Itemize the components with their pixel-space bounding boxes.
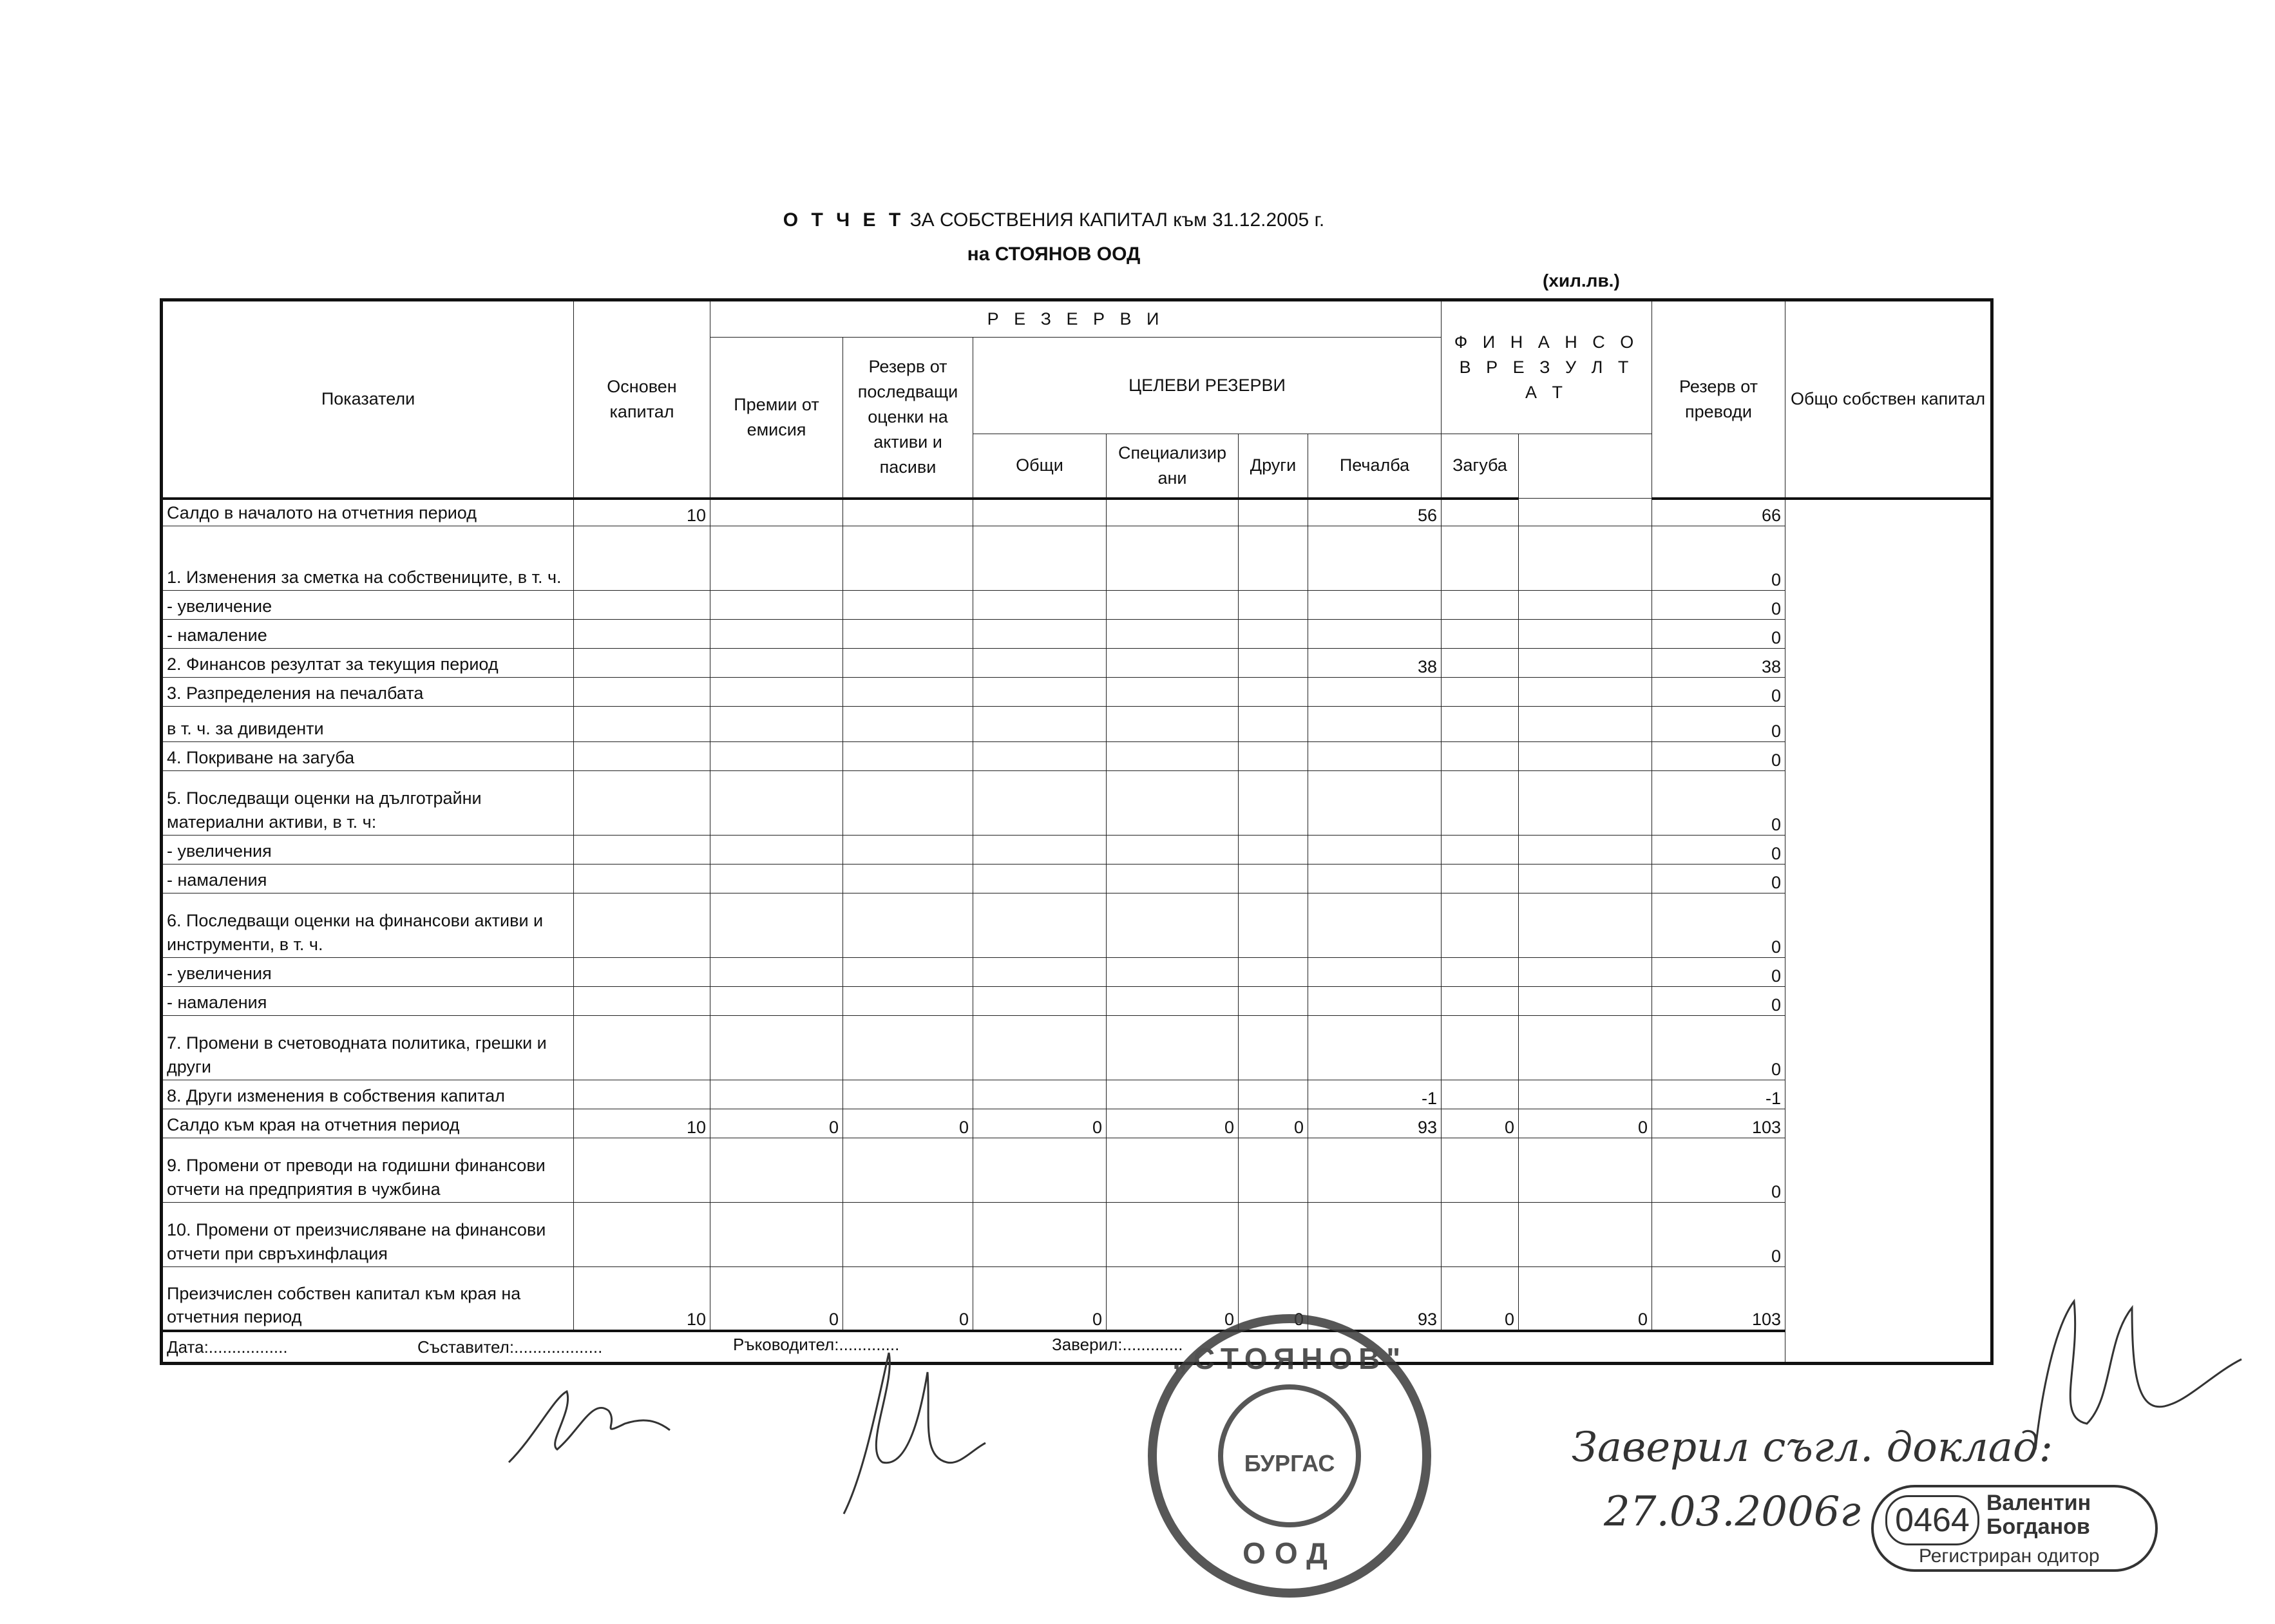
row-value: -1 bbox=[1652, 1080, 1785, 1109]
row-value bbox=[1239, 893, 1308, 957]
row-value bbox=[710, 648, 843, 677]
table-row bbox=[162, 526, 1992, 590]
row-value bbox=[1519, 1202, 1652, 1266]
row-value bbox=[1239, 864, 1308, 893]
table-row bbox=[162, 677, 1992, 706]
row-value bbox=[1308, 677, 1442, 706]
row-value bbox=[574, 526, 710, 590]
row-value bbox=[574, 677, 710, 706]
row-value bbox=[710, 986, 843, 1015]
row-value bbox=[1107, 1015, 1239, 1080]
row-value bbox=[973, 619, 1107, 648]
row-value: 0 bbox=[1239, 1109, 1308, 1138]
row-value bbox=[1442, 499, 1519, 526]
row-value bbox=[710, 1015, 843, 1080]
row-value bbox=[1239, 741, 1308, 770]
table-row bbox=[162, 1202, 1992, 1266]
row-value: 0 bbox=[1652, 619, 1785, 648]
certified-label: Заверил:............. bbox=[1052, 1335, 1183, 1355]
row-label: 2. Финансов резултат за текущия период bbox=[162, 648, 574, 677]
row-value bbox=[1519, 835, 1652, 864]
row-value bbox=[1442, 741, 1519, 770]
row-value bbox=[843, 619, 973, 648]
row-value bbox=[710, 770, 843, 835]
row-value bbox=[1442, 526, 1519, 590]
row-value bbox=[1308, 526, 1442, 590]
table-row bbox=[162, 770, 1992, 835]
row-value: 0 bbox=[1652, 835, 1785, 864]
row-value: 0 bbox=[973, 1109, 1107, 1138]
row-value bbox=[1519, 957, 1652, 986]
row-value bbox=[1519, 770, 1652, 835]
row-value bbox=[1442, 893, 1519, 957]
table-row bbox=[162, 1109, 1992, 1138]
row-value bbox=[1519, 986, 1652, 1015]
table-row bbox=[162, 957, 1992, 986]
row-value bbox=[1519, 619, 1652, 648]
row-value: 38 bbox=[1652, 648, 1785, 677]
company-stamp bbox=[1148, 1314, 1431, 1598]
row-value bbox=[973, 677, 1107, 706]
row-value: 0 bbox=[710, 1266, 843, 1331]
row-label: 3. Разпределения на печалбата bbox=[162, 677, 574, 706]
row-value bbox=[574, 648, 710, 677]
row-value bbox=[574, 957, 710, 986]
row-value bbox=[1519, 1080, 1652, 1109]
row-value: -1 bbox=[1308, 1080, 1442, 1109]
table-row bbox=[162, 1015, 1992, 1080]
row-label: - увеличения bbox=[162, 957, 574, 986]
row-value bbox=[973, 770, 1107, 835]
row-value: 0 bbox=[710, 1109, 843, 1138]
row-value bbox=[1519, 526, 1652, 590]
table-row bbox=[162, 1138, 1992, 1202]
row-value bbox=[1107, 770, 1239, 835]
row-value bbox=[1239, 706, 1308, 741]
row-value bbox=[710, 893, 843, 957]
row-label: Преизчислен собствен капитал към края на отчетния период bbox=[162, 1266, 574, 1331]
row-value: 0 bbox=[1107, 1266, 1239, 1331]
header-indicators: Показатели bbox=[162, 300, 574, 499]
table-row bbox=[162, 648, 1992, 677]
row-value bbox=[1442, 706, 1519, 741]
row-value: 103 bbox=[1652, 1109, 1785, 1138]
header-total: Общо собствен капитал bbox=[1785, 300, 1992, 499]
row-value bbox=[1308, 619, 1442, 648]
table-row bbox=[162, 1266, 1992, 1331]
row-value bbox=[973, 893, 1107, 957]
row-value: 0 bbox=[1652, 1202, 1785, 1266]
table-row bbox=[162, 986, 1992, 1015]
row-value: 0 bbox=[1652, 706, 1785, 741]
row-value: 0 bbox=[1652, 893, 1785, 957]
row-value bbox=[574, 864, 710, 893]
row-value bbox=[1308, 590, 1442, 619]
row-value: 0 bbox=[1652, 1138, 1785, 1202]
row-value bbox=[843, 986, 973, 1015]
row-value bbox=[1107, 893, 1239, 957]
row-value bbox=[1308, 986, 1442, 1015]
table-body bbox=[162, 499, 1992, 1332]
row-value: 0 bbox=[1652, 526, 1785, 590]
row-value bbox=[1442, 957, 1519, 986]
row-value bbox=[1107, 835, 1239, 864]
row-value bbox=[843, 526, 973, 590]
row-value bbox=[1442, 835, 1519, 864]
row-value bbox=[1442, 619, 1519, 648]
row-value bbox=[1442, 864, 1519, 893]
row-value bbox=[574, 741, 710, 770]
row-value bbox=[843, 957, 973, 986]
row-value: 0 bbox=[1652, 1015, 1785, 1080]
row-value: 10 bbox=[574, 499, 710, 526]
row-value bbox=[843, 835, 973, 864]
row-value bbox=[1239, 835, 1308, 864]
row-value bbox=[574, 1080, 710, 1109]
row-value bbox=[1308, 893, 1442, 957]
header-profit: Печалба bbox=[1308, 434, 1442, 499]
row-value bbox=[1519, 590, 1652, 619]
row-value bbox=[1107, 526, 1239, 590]
row-label: 6. Последващи оценки на финансови активи и инструменти, в т. ч. bbox=[162, 893, 574, 957]
row-value bbox=[843, 648, 973, 677]
row-value bbox=[1239, 986, 1308, 1015]
row-value bbox=[973, 957, 1107, 986]
row-value bbox=[1107, 677, 1239, 706]
row-label: 8. Други изменения в собствения капитал bbox=[162, 1080, 574, 1109]
row-value bbox=[710, 706, 843, 741]
row-value bbox=[843, 590, 973, 619]
row-value: 0 bbox=[1652, 590, 1785, 619]
row-value bbox=[973, 741, 1107, 770]
company-name: на СТОЯНОВ ООД bbox=[967, 244, 1141, 265]
row-value bbox=[843, 1138, 973, 1202]
row-value bbox=[710, 1138, 843, 1202]
row-value bbox=[843, 1015, 973, 1080]
row-value bbox=[973, 1080, 1107, 1109]
row-value bbox=[574, 986, 710, 1015]
row-value bbox=[1107, 1202, 1239, 1266]
row-label: в т. ч. за дивиденти bbox=[162, 706, 574, 741]
row-value bbox=[1442, 1138, 1519, 1202]
row-value bbox=[710, 835, 843, 864]
auditor-number: 0464 bbox=[1885, 1495, 1979, 1545]
table-row bbox=[162, 590, 1992, 619]
row-value bbox=[973, 1138, 1107, 1202]
header-reserves: Р Е З Е Р В И bbox=[710, 300, 1442, 338]
row-value: 0 bbox=[1239, 1266, 1308, 1331]
row-value bbox=[1519, 706, 1652, 741]
row-value bbox=[1239, 590, 1308, 619]
header-other: Други bbox=[1239, 434, 1308, 499]
row-value bbox=[973, 499, 1107, 526]
row-label: 4. Покриване на загуба bbox=[162, 741, 574, 770]
row-value bbox=[1107, 706, 1239, 741]
header-target-reserves: ЦЕЛЕВИ РЕЗЕРВИ bbox=[973, 338, 1442, 434]
row-value bbox=[973, 590, 1107, 619]
compiler-signature bbox=[496, 1372, 689, 1475]
row-value bbox=[843, 499, 973, 526]
row-value: 93 bbox=[1308, 1266, 1442, 1331]
row-value bbox=[574, 1138, 710, 1202]
row-value bbox=[1308, 835, 1442, 864]
row-value: 0 bbox=[1652, 741, 1785, 770]
auditor-stamp bbox=[1871, 1485, 2158, 1572]
stamp-city: БУРГАС bbox=[1244, 1450, 1335, 1476]
row-value: 10 bbox=[574, 1109, 710, 1138]
unit-label: (хил.лв.) bbox=[1543, 271, 1620, 291]
row-label: - намаления bbox=[162, 986, 574, 1015]
row-value bbox=[1239, 648, 1308, 677]
row-value bbox=[1308, 1015, 1442, 1080]
row-value bbox=[1107, 1080, 1239, 1109]
row-value bbox=[1519, 893, 1652, 957]
table-row bbox=[162, 893, 1992, 957]
row-label: - увеличения bbox=[162, 835, 574, 864]
row-value bbox=[1442, 677, 1519, 706]
row-value: 0 bbox=[1519, 1109, 1652, 1138]
row-value bbox=[574, 893, 710, 957]
row-label: - увеличение bbox=[162, 590, 574, 619]
equity-statement-table bbox=[160, 298, 1994, 1365]
row-value bbox=[1239, 1202, 1308, 1266]
row-value bbox=[1442, 1015, 1519, 1080]
row-value bbox=[843, 1080, 973, 1109]
row-value bbox=[1308, 957, 1442, 986]
row-value: 103 bbox=[1652, 1266, 1785, 1331]
row-value bbox=[1519, 1015, 1652, 1080]
row-value: 66 bbox=[1652, 499, 1785, 526]
row-value bbox=[1107, 648, 1239, 677]
header-general: Общи bbox=[973, 434, 1107, 499]
row-value bbox=[1107, 957, 1239, 986]
row-value bbox=[574, 770, 710, 835]
auditor-title: Регистриран одитор bbox=[1919, 1545, 2100, 1567]
row-value bbox=[1519, 1138, 1652, 1202]
row-value bbox=[574, 590, 710, 619]
auditor-name: Валентин Богданов bbox=[1986, 1491, 2091, 1540]
manager-label: Ръководител:............. bbox=[733, 1335, 900, 1355]
row-value: 0 bbox=[1442, 1109, 1519, 1138]
row-value bbox=[710, 499, 843, 526]
row-value bbox=[1519, 499, 1652, 526]
row-value bbox=[1107, 590, 1239, 619]
row-value bbox=[710, 1202, 843, 1266]
row-value bbox=[1107, 741, 1239, 770]
row-value bbox=[574, 706, 710, 741]
header-translation-reserve: Резерв от преводи bbox=[1652, 300, 1785, 499]
row-value bbox=[1308, 864, 1442, 893]
row-value: 0 bbox=[843, 1109, 973, 1138]
row-value: 0 bbox=[843, 1266, 973, 1331]
row-value bbox=[710, 590, 843, 619]
date-label: Дата:................. bbox=[167, 1337, 288, 1357]
table-row bbox=[162, 835, 1992, 864]
row-value bbox=[843, 893, 973, 957]
header-premiums: Премии от емисия bbox=[710, 338, 843, 499]
row-value bbox=[1239, 1138, 1308, 1202]
row-value bbox=[710, 864, 843, 893]
row-value bbox=[1239, 1080, 1308, 1109]
header-special: Специализир ани bbox=[1107, 434, 1239, 499]
row-value bbox=[973, 1202, 1107, 1266]
row-label: - намаление bbox=[162, 619, 574, 648]
row-value: 0 bbox=[1519, 1266, 1652, 1331]
row-value bbox=[574, 1202, 710, 1266]
header-base-capital: Основен капитал bbox=[574, 300, 710, 499]
table-row bbox=[162, 864, 1992, 893]
row-value bbox=[843, 864, 973, 893]
row-value bbox=[1239, 770, 1308, 835]
row-value bbox=[1442, 590, 1519, 619]
row-value bbox=[843, 1202, 973, 1266]
table-row bbox=[162, 706, 1992, 741]
row-value bbox=[973, 648, 1107, 677]
row-label: 9. Промени от преводи на годишни финансови отчети на предприятия в чужбина bbox=[162, 1138, 574, 1202]
row-value bbox=[1519, 864, 1652, 893]
row-value bbox=[710, 526, 843, 590]
row-value bbox=[1519, 741, 1652, 770]
manager-signature bbox=[824, 1333, 992, 1527]
row-value bbox=[1239, 499, 1308, 526]
header-financial-result: Ф И Н А Н С О В Р Е З У Л Т А Т bbox=[1442, 300, 1652, 434]
row-value bbox=[973, 864, 1107, 893]
row-value bbox=[973, 1015, 1107, 1080]
row-value bbox=[1519, 648, 1652, 677]
row-value bbox=[574, 835, 710, 864]
row-value bbox=[1107, 499, 1239, 526]
row-value bbox=[1239, 1015, 1308, 1080]
row-value bbox=[710, 741, 843, 770]
row-value: 0 bbox=[1652, 986, 1785, 1015]
row-value bbox=[1239, 619, 1308, 648]
stamp-company-text: „СТОЯНОВ" bbox=[1172, 1342, 1407, 1375]
row-value: 0 bbox=[1652, 957, 1785, 986]
compiler-label: Съставител:................... bbox=[417, 1337, 603, 1357]
row-value bbox=[574, 1015, 710, 1080]
row-value bbox=[574, 619, 710, 648]
header-loss: Загуба bbox=[1442, 434, 1519, 499]
auditor-date: 27.03.2006г bbox=[1604, 1488, 1861, 1536]
row-value: 0 bbox=[973, 1266, 1107, 1331]
row-value bbox=[1442, 986, 1519, 1015]
row-value bbox=[973, 526, 1107, 590]
row-value bbox=[1442, 1080, 1519, 1109]
row-value: 10 bbox=[574, 1266, 710, 1331]
row-label: Салдо към края на отчетния период bbox=[162, 1109, 574, 1138]
row-value bbox=[1239, 677, 1308, 706]
row-label: 10. Промени от преизчисляване на финансови отчети при свръхинфлация bbox=[162, 1202, 574, 1266]
row-value bbox=[1308, 1138, 1442, 1202]
row-label: 5. Последващи оценки на дълготрайни материални активи, в т. ч: bbox=[162, 770, 574, 835]
row-label: - намаления bbox=[162, 864, 574, 893]
row-value bbox=[1308, 1202, 1442, 1266]
row-value: 0 bbox=[1442, 1266, 1519, 1331]
row-value bbox=[1442, 770, 1519, 835]
table-row bbox=[162, 1080, 1992, 1109]
row-value bbox=[1107, 619, 1239, 648]
row-value bbox=[1442, 648, 1519, 677]
row-value: 0 bbox=[1652, 864, 1785, 893]
row-value bbox=[973, 706, 1107, 741]
table-row bbox=[162, 619, 1992, 648]
row-value bbox=[710, 1080, 843, 1109]
row-value bbox=[1308, 770, 1442, 835]
row-label: Салдо в началото на отчетния период bbox=[162, 499, 574, 526]
row-value bbox=[1308, 741, 1442, 770]
auditor-note: Заверил съгл. доклад: bbox=[1572, 1424, 2053, 1471]
row-value bbox=[1107, 864, 1239, 893]
row-value: 0 bbox=[1652, 677, 1785, 706]
row-value bbox=[1239, 957, 1308, 986]
header-revaluation: Резерв от последващи оценки на активи и пасиви bbox=[843, 338, 973, 499]
row-label: 7. Промени в счетоводната политика, грешки и други bbox=[162, 1015, 574, 1080]
row-value bbox=[843, 741, 973, 770]
row-value bbox=[843, 770, 973, 835]
stamp-form: ООД bbox=[1242, 1536, 1337, 1570]
row-value bbox=[1442, 1202, 1519, 1266]
table-row bbox=[162, 741, 1992, 770]
row-value: 56 bbox=[1308, 499, 1442, 526]
row-value: 93 bbox=[1308, 1109, 1442, 1138]
report-title: О Т Ч Е Т ЗА СОБСТВЕНИЯ КАПИТАЛ към 31.12.2005 г. bbox=[783, 209, 1325, 231]
row-value: 38 bbox=[1308, 648, 1442, 677]
row-value bbox=[843, 677, 973, 706]
row-value bbox=[843, 706, 973, 741]
row-value bbox=[710, 677, 843, 706]
row-value bbox=[710, 957, 843, 986]
table-row bbox=[162, 499, 1992, 526]
row-value bbox=[1519, 677, 1652, 706]
row-value: 0 bbox=[1652, 770, 1785, 835]
row-value bbox=[710, 619, 843, 648]
row-value bbox=[1308, 706, 1442, 741]
row-value bbox=[1107, 1138, 1239, 1202]
row-value bbox=[973, 835, 1107, 864]
row-label: 1. Изменения за сметка на собствениците, в т. ч. bbox=[162, 526, 574, 590]
row-value bbox=[1107, 986, 1239, 1015]
row-value bbox=[1239, 526, 1308, 590]
row-value bbox=[973, 986, 1107, 1015]
row-value: 0 bbox=[1107, 1109, 1239, 1138]
